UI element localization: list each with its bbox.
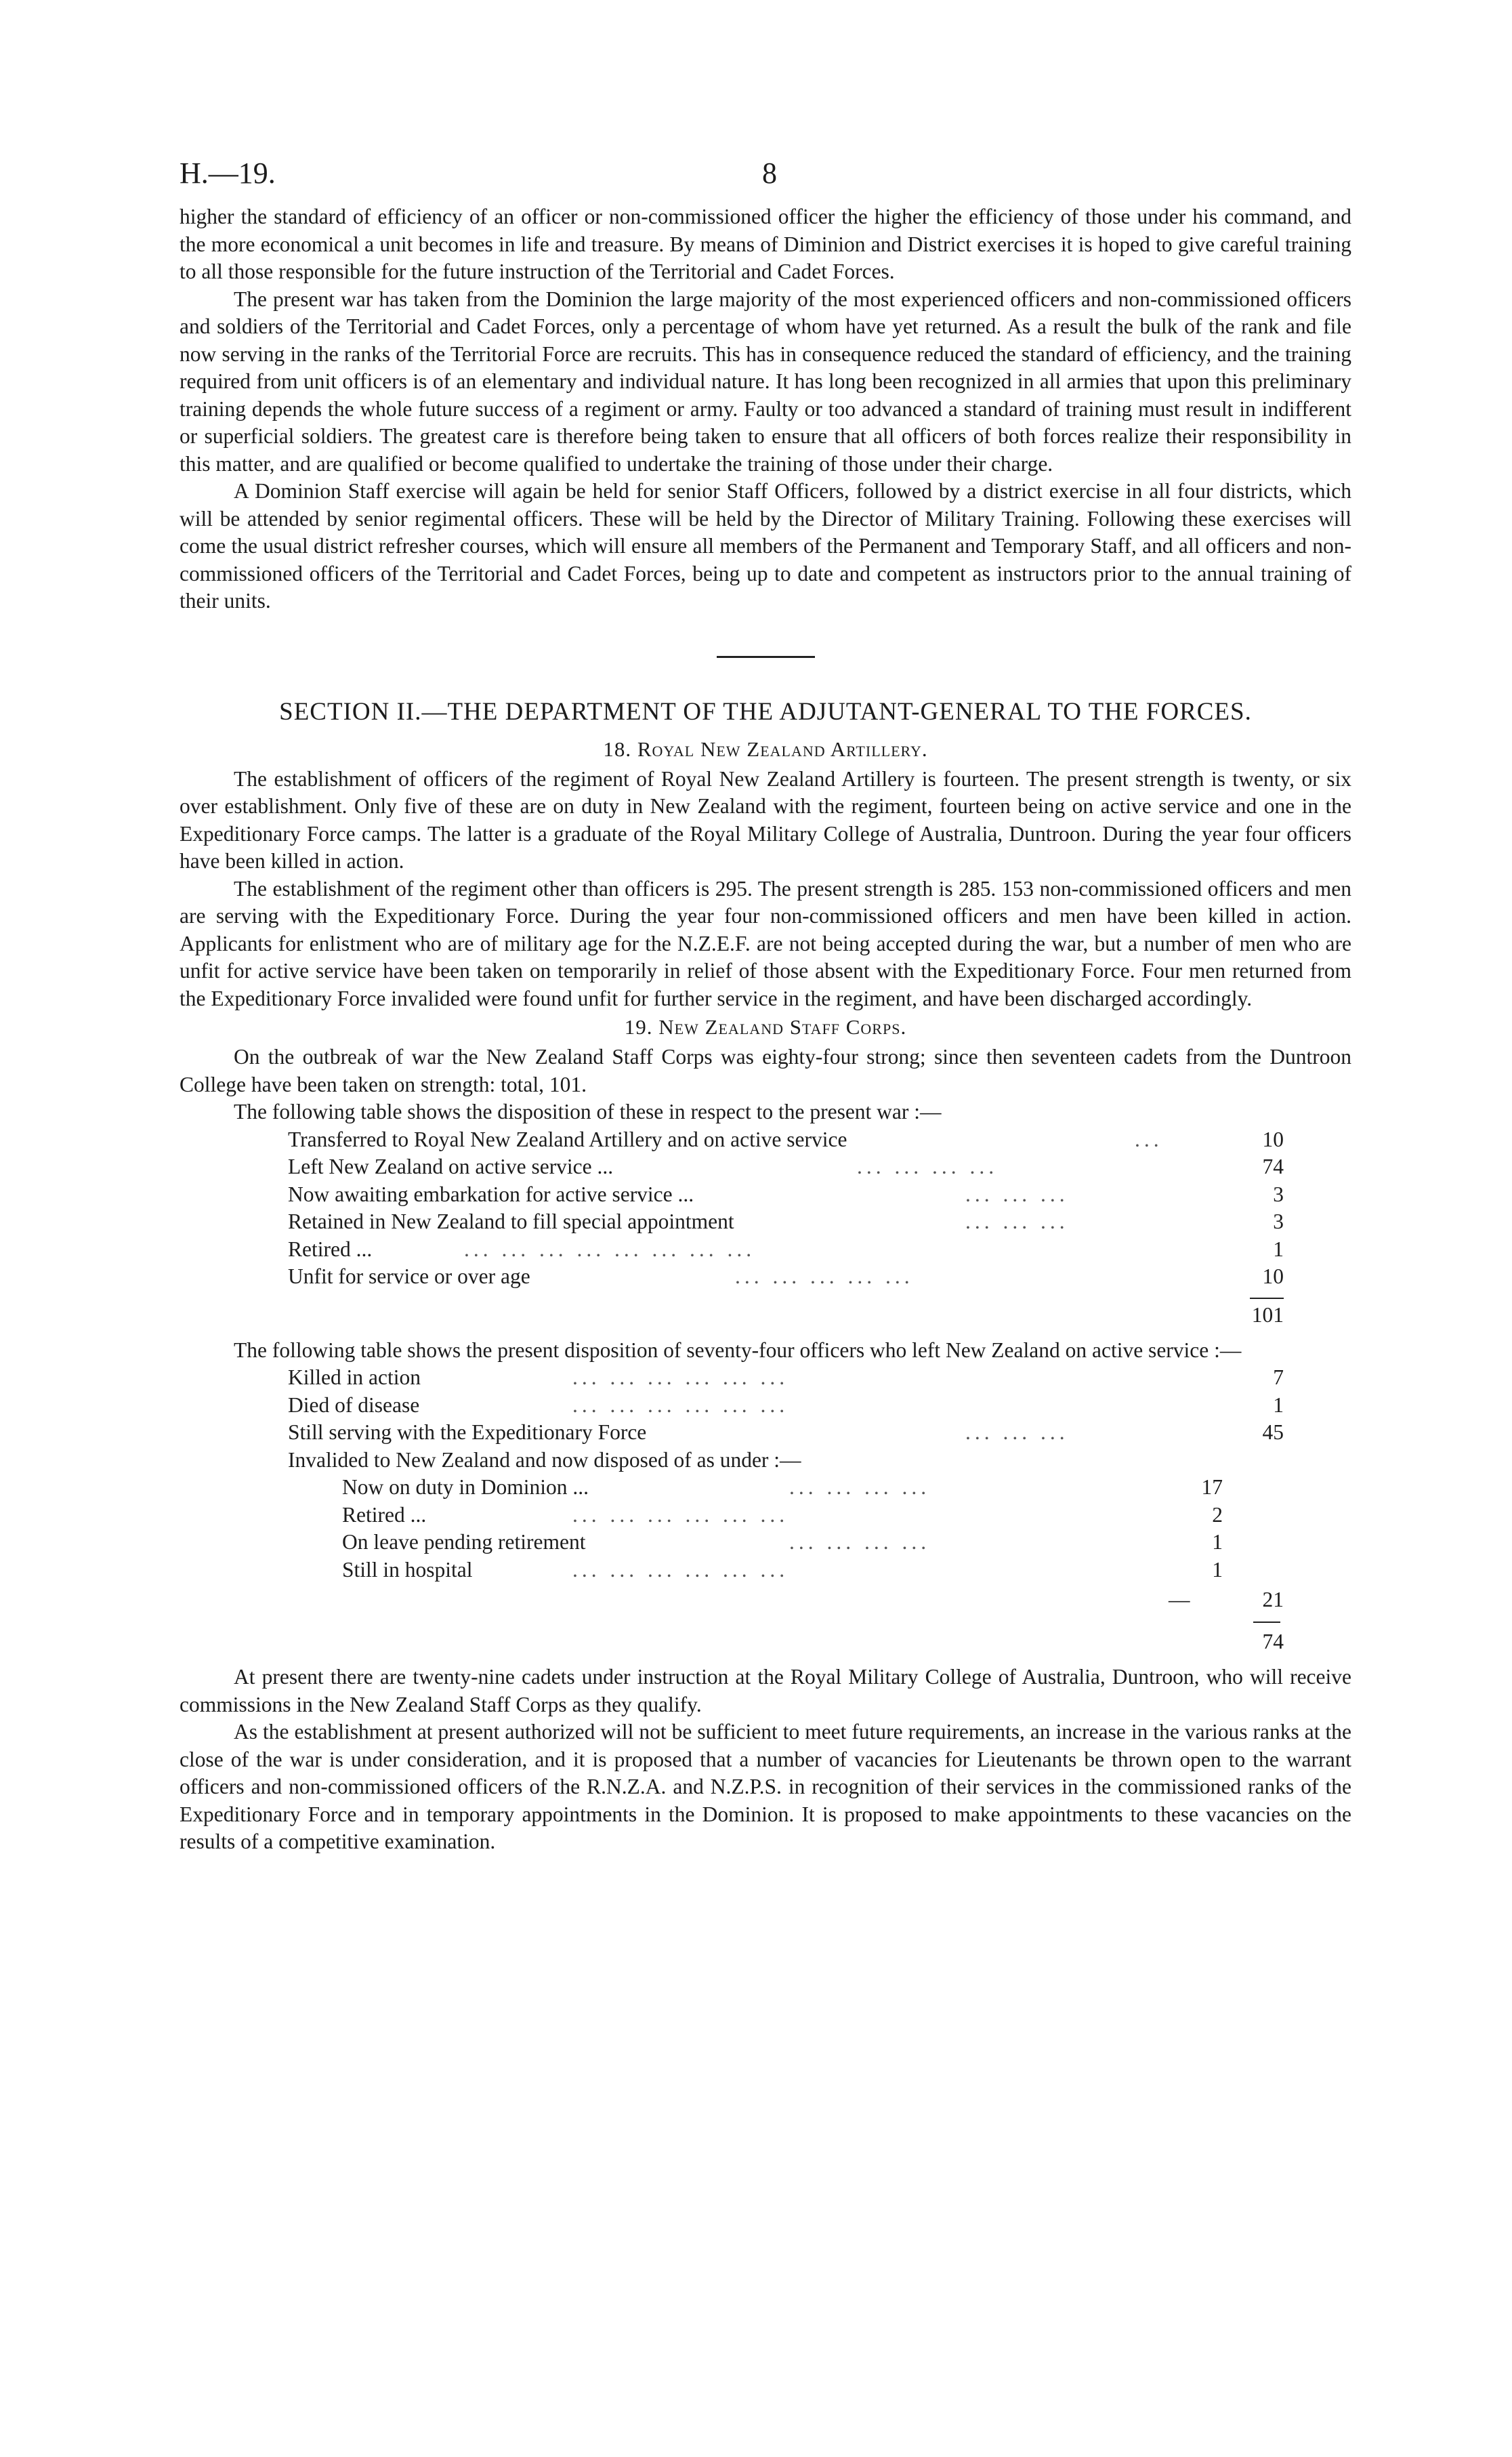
row-value: 3 xyxy=(1273,1182,1284,1206)
invalided-total: 21 xyxy=(1262,1588,1284,1611)
row-leader: ... ... ... xyxy=(965,1210,1069,1233)
row-label: Now on duty in Dominion ... xyxy=(342,1475,589,1499)
invalided-heading: Invalided to New Zealand and now disposed of as under :— xyxy=(288,1447,801,1472)
row-leader: ... ... ... ... ... ... xyxy=(572,1557,789,1582)
section-divider xyxy=(717,656,815,658)
row-label: Still serving with the Expeditionary Force xyxy=(288,1420,647,1444)
row-label: Still in hospital xyxy=(342,1557,473,1582)
artillery-heading xyxy=(180,737,1351,762)
staff-corps-heading xyxy=(180,1015,1351,1039)
page-number: 8 xyxy=(762,157,777,190)
row-leader: ... xyxy=(1135,1127,1163,1151)
table-row xyxy=(180,1181,1351,1209)
table-row xyxy=(180,1153,1351,1181)
row-value: 1 xyxy=(1212,1530,1223,1554)
artillery-paragraph-2: The establishment of the regiment other than officers is 295. The present strength is 285. 153 non-commissioned officers and men are serving with the Expeditionary Force. During the year four non-commissioned officers and men have been killed in action. Applicants for enlistment who are of military age for the N.Z.E.F. are not being accepted during the war, but a number of men who are unfit for active service have been taken on temporarily in relief of those absent with the Expeditionary Force. Four men returned from the Expeditionary Force invalided were found unfit for further service in the regiment, and have been discharged accordingly. xyxy=(180,876,1351,1010)
document-page xyxy=(180,156,1351,1856)
row-value: 74 xyxy=(1262,1155,1284,1178)
staff-corps-paragraph-1: On the outbreak of war the New Zealand Staff Corps was eighty-four strong; since then seventeen cadets from the Duntroon College have been taken on strength: total, 101. xyxy=(180,1045,1351,1096)
row-label: Killed in action xyxy=(288,1365,421,1389)
row-label: Died of disease xyxy=(288,1392,420,1417)
table2-total: 74 xyxy=(1262,1630,1284,1653)
table1-intro: The following table shows the disposition of these in respect to the present war :— xyxy=(234,1100,942,1123)
page-header xyxy=(180,156,1351,203)
table-row xyxy=(180,1392,1351,1420)
row-value: 7 xyxy=(1273,1365,1284,1389)
row-label: Retired ... xyxy=(288,1237,373,1261)
row-value: 10 xyxy=(1262,1264,1284,1288)
total-rule xyxy=(1250,1298,1284,1299)
row-leader: ... ... ... xyxy=(965,1182,1069,1206)
disposition-table xyxy=(180,1126,1351,1330)
table-row xyxy=(180,1529,1351,1556)
officers-disposition-table xyxy=(180,1364,1351,1657)
closing-paragraph-2: As the establishment at present authorized will not be sufficient to meet future requirements, an increase in the various ranks at the close of the war is under consideration, and it is proposed that a number of vacancies for Lieutenants be thrown open to the warrant officers and non-commissioned officers of the R.N.Z.A. and N.Z.P.S. in recognition of their services in the commissioned ranks of the Expeditionary Force and in temporary appointments in the Dominion. It is proposed to make appointments to these vacancies on the results of a competitive examination. xyxy=(180,1720,1351,1853)
table2-total-row xyxy=(180,1615,1351,1657)
row-leader: ... ... ... ... ... ... xyxy=(572,1392,789,1417)
row-leader: ... ... ... ... xyxy=(857,1155,999,1178)
row-value: 3 xyxy=(1273,1210,1284,1233)
closing-paragraph-1: At present there are twenty-nine cadets under instruction at the Royal Military College of Australia, Duntroon, who will receive commissions in the New Zealand Staff Corps as they qualify. xyxy=(180,1665,1351,1716)
row-label: Now awaiting embarkation for active service ... xyxy=(288,1182,694,1206)
artillery-heading-number: 18. xyxy=(603,737,632,761)
artillery-heading-text: Royal New Zealand Artillery. xyxy=(637,737,928,761)
table-row xyxy=(180,1419,1351,1447)
row-value: 17 xyxy=(1201,1475,1223,1499)
table-row xyxy=(180,1502,1351,1529)
table-row xyxy=(180,1364,1351,1392)
row-value: 1 xyxy=(1273,1392,1284,1417)
artillery-paragraph-1: The establishment of officers of the regiment of Royal New Zealand Artillery is fourteen. The present strength is twenty, or six over establishment. Only five of these are on duty in New Zealand with the regiment, fourteen being on active service and one in the Expeditionary Force camps. The latter is a graduate of the Royal Military College of Australia, Duntroon. During the year four officers have been killed in action. xyxy=(180,766,1351,873)
row-value: 45 xyxy=(1262,1420,1284,1444)
intro-paragraph-2: The present war has taken from the Dominion the large majority of the most experienced officers and non-commissioned officers and soldiers of the Territorial and Cadet Forces, only a percentage of whom have yet returned. As a result the bulk of the rank and file now serving in the ranks of the Territorial Force are recruits. This has in consequence reduced the standard of efficiency, and the training required from unit officers is of an elementary and individual nature. It has long been recognized in all armies that upon this preliminary training depends the whole future success of a regiment or army. Faulty or too advanced a standard of training must result in indifferent or superficial soldiers. The greatest care is therefore being taken to ensure that all officers of both forces realize their responsibility in this matter, and are qualified or become qualified to undertake the training of those under their charge. xyxy=(180,287,1351,476)
row-value: 1 xyxy=(1273,1237,1284,1261)
row-label: Left New Zealand on active service ... xyxy=(288,1155,614,1178)
row-leader: ... ... ... ... xyxy=(789,1530,931,1554)
table-row xyxy=(180,1556,1351,1584)
row-label: Transferred to Royal New Zealand Artillery and on active service xyxy=(288,1127,847,1151)
document-reference: H.—19. xyxy=(180,157,276,190)
intro-paragraph-3: A Dominion Staff exercise will again be held for senior Staff Officers, followed by a district exercise in all four districts, which will be attended by senior regimental officers. These will be held by the Director of Military Training. Following these exercises will come the usual district refresher courses, which will ensure all members of the Permanent and Temporary Staff, and all officers and non-commissioned officers of the Territorial and Cadet Forces, being up to date and competent as instructors prior to the annual training of their units. xyxy=(180,479,1351,613)
staff-corps-heading-text: New Zealand Staff Corps. xyxy=(658,1015,907,1039)
staff-corps-heading-number: 19. xyxy=(624,1015,653,1039)
intro-paragraph-1: higher the standard of efficiency of an officer or non-commissioned officer the higher the efficiency of those under his command, and the more economical a unit becomes in life and treasure. By means of Diminion and District exercises it is hoped to give careful training to all those responsible for the future instruction of the Territorial and Cadet Forces. xyxy=(180,205,1351,283)
table1-total: 101 xyxy=(1251,1302,1284,1327)
row-label: Unfit for service or over age xyxy=(288,1264,530,1288)
table-row xyxy=(180,1447,1351,1474)
row-label: On leave pending retirement xyxy=(342,1530,586,1554)
table-row xyxy=(180,1474,1351,1502)
table-row xyxy=(180,1208,1351,1236)
row-leader: ... ... ... ... ... ... xyxy=(572,1365,789,1389)
table-row xyxy=(180,1236,1351,1264)
table2-intro: The following table shows the present disposition of seventy-four officers who left New Zealand on active service :— xyxy=(234,1338,1242,1362)
row-value: 1 xyxy=(1212,1557,1223,1582)
table-row xyxy=(180,1126,1351,1154)
row-label: Retired ... xyxy=(342,1502,427,1527)
row-leader: ... ... ... ... xyxy=(789,1475,931,1499)
total-rule xyxy=(1253,1622,1280,1623)
row-label: Retained in New Zealand to fill special appointment xyxy=(288,1210,734,1233)
table-total-row xyxy=(180,1291,1351,1330)
row-value: 10 xyxy=(1262,1127,1284,1151)
row-leader: ... ... ... ... ... ... ... ... xyxy=(464,1237,756,1261)
section-title: SECTION II.—THE DEPARTMENT OF THE ADJUTANT-GENERAL TO THE FORCES. xyxy=(279,697,1252,726)
invalided-subtotal-row xyxy=(180,1584,1351,1615)
row-leader: ... ... ... ... ... xyxy=(735,1264,914,1288)
subtotal-dash: — xyxy=(1169,1588,1190,1611)
row-leader: ... ... ... ... ... ... xyxy=(572,1502,789,1527)
table-row xyxy=(180,1263,1351,1291)
row-leader: ... ... ... xyxy=(965,1420,1069,1444)
row-value: 2 xyxy=(1212,1502,1223,1527)
